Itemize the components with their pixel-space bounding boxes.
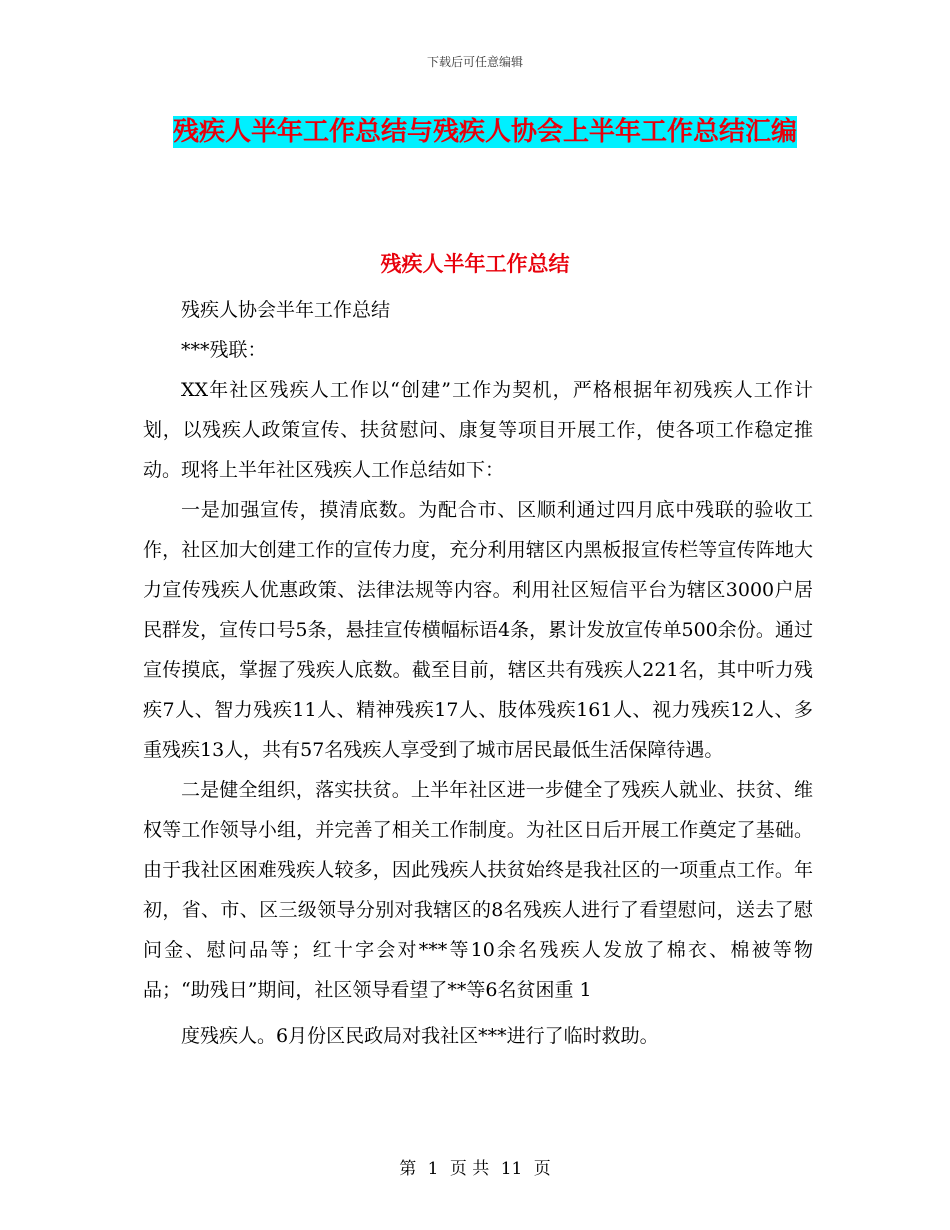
paragraph-publicity: 一是加强宣传，摸清底数。为配合市、区顺利通过四月底中残联的验收工作，社区加大创建工作的宣传力度，充分利用辖区内黑板报宣传栏等宣传阵地大力宣传残疾人优惠政策、法律法规等内容。利用社区短信平台为辖区3000户居民群发，宣传口号5条，悬挂宣传横幅标语4条，累计发放宣传单500余份。通过宣传摸底，掌握了残疾人底数。截至目前，辖区共有残疾人221名，其中听力残疾7人、智力残疾11人、精神残疾17人、肢体残疾161人、视力残疾12人、多重残疾13人，共有57名残疾人享受到了城市居民最低生活保障待遇。 xyxy=(143,499,813,761)
document-title-text: 残疾人半年工作总结与残疾人协会上半年工作总结汇编 xyxy=(172,117,797,147)
page-footer xyxy=(0,1154,950,1179)
paragraph-organization: 二是健全组织，落实扶贫。上半年社区进一步健全了残疾人就业、扶贫、维权等工作领导小组，并完善了相关工作制度。为社区日后开展工作奠定了基础。由于我社区困难残疾人较多，因此残疾人扶贫始终是我社区的一项重点工作。年初，省、市、区三级领导分别对我辖区的8名残疾人进行了看望慰问，送去了慰问金、慰问品等；红十字会对***等10余名残疾人发放了棉衣、棉被等物品；“助残日”期间，社区领导看望了**等6名贫困重 1 xyxy=(143,779,813,1001)
paragraph-subtitle: 残疾人协会半年工作总结 xyxy=(181,299,391,321)
footer-page-number: 1 xyxy=(427,1159,439,1179)
footer-middle: 页 共 xyxy=(449,1159,490,1179)
document-title xyxy=(140,110,830,154)
footer-suffix: 页 xyxy=(533,1159,551,1179)
footer-total-pages: 11 xyxy=(500,1159,523,1179)
paragraph-continued: 度残疾人。6月份区民政局对我社区***进行了临时救助。 xyxy=(181,1025,659,1047)
document-body xyxy=(143,290,813,1056)
section-title: 残疾人半年工作总结 xyxy=(380,252,570,276)
header-note: 下载后可任意编辑 xyxy=(426,55,523,69)
footer-prefix: 第 xyxy=(399,1159,417,1179)
paragraph-intro: XX年社区残疾人工作以“创建”工作为契机，严格根据年初残疾人工作计划，以残疾人政策宣传、扶贫慰问、康复等项目开展工作，使各项工作稳定推动。现将上半年社区残疾人工作总结如下： xyxy=(143,379,813,481)
paragraph-salutation: ***残联： xyxy=(181,339,267,361)
